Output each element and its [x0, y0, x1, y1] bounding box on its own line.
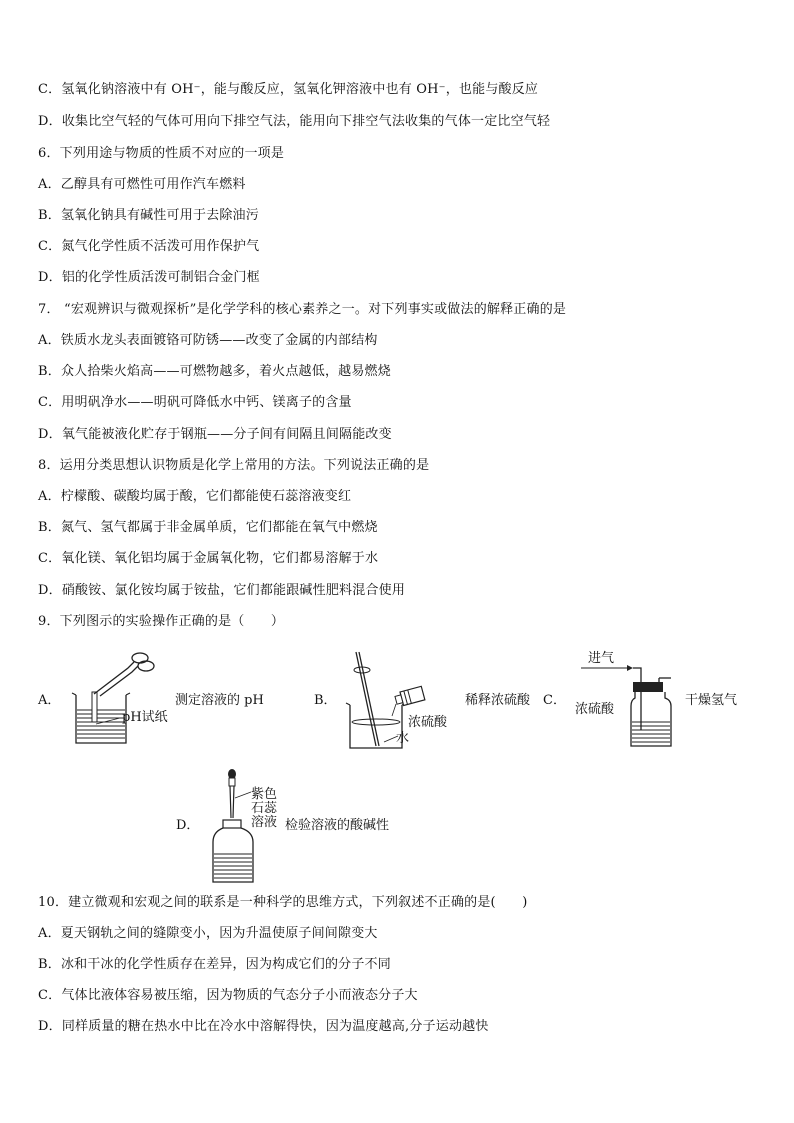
q9-c-letter: C．: [543, 693, 566, 708]
litmus-tag-3: 溶液: [251, 815, 278, 830]
q9-d-caption: 检验溶液的酸碱性: [285, 818, 390, 833]
ph-test-figure: [70, 650, 180, 750]
q8-option-d: D．硝酸铵、氯化铵均属于铵盐，它们都能跟碱性肥料混合使用: [38, 583, 406, 598]
q7-option-b: B．众人拾柴火焰高——可燃物越多，着火点越低，越易燃烧: [38, 364, 391, 379]
q10-option-c: C．气体比液体容易被压缩，因为物质的气态分子小而液态分子大: [38, 988, 418, 1003]
q7-option-c: C．用明矾净水——明矾可降低水中钙、镁离子的含量: [38, 395, 352, 410]
q6-option-b: B．氢氧化钠具有碱性可用于去除油污: [38, 208, 259, 223]
q10-option-d: D．同样质量的糖在热水中比在冷水中溶解得快，因为温度越高,分子运动越快: [38, 1019, 489, 1034]
q8-stem: 8．运用分类思想认识物质是化学上常用的方法。下列说法正确的是: [38, 458, 430, 473]
q9-d-letter: D．: [176, 818, 200, 833]
q7-stem: 7． “宏观辨识与微观探析”是化学学科的核心素养之一。对下列事实或做法的解释正确的是: [38, 302, 567, 317]
q8-option-b: B．氮气、氢气都属于非金属单质，它们都能在氧气中燃烧: [38, 520, 378, 535]
q9-b-caption: 稀释浓硫酸: [465, 693, 531, 708]
q6-option-a: A．乙醇具有可燃性可用作汽车燃料: [38, 177, 246, 192]
ph-paper-tag: pH试纸: [122, 710, 168, 725]
q8-option-c: C．氧化镁、氧化铝均属于金属氧化物，它们都易溶解于水: [38, 551, 379, 566]
q10-option-b: B．冰和干冰的化学性质存在差异，因为构成它们的分子不同: [38, 957, 391, 972]
litmus-tag-2: 石蕊: [251, 801, 278, 816]
gas-in-tag: 进气: [588, 651, 615, 666]
q9-a-caption: 测定溶液的 pH: [175, 693, 264, 708]
dilute-acid-figure: [340, 650, 430, 755]
q6-option-c: C．氮气化学性质不活泼可用作保护气: [38, 239, 260, 254]
q9-b-letter: B．: [314, 693, 337, 708]
conc-acid-tag: 浓硫酸: [575, 702, 615, 717]
q6-stem: 6．下列用途与物质的性质不对应的一项是: [38, 146, 285, 161]
water-tag: 水: [396, 731, 410, 746]
q9-a-letter: A．: [38, 693, 61, 708]
q5-option-d: D．收集比空气轻的气体可用向下排空气法，能用向下排空气法收集的气体一定比空气轻: [38, 114, 551, 129]
q10-stem: 10．建立微观和宏观之间的联系是一种科学的思维方式，下列叙述不正确的是( ): [38, 895, 528, 910]
q10-option-a: A．夏天钢轨之间的缝隙变小，因为升温使原子间间隙变大: [38, 926, 378, 941]
q7-option-d: D．氧气能被液化贮存于钢瓶——分子间有间隔且间隔能改变: [38, 427, 392, 442]
q9-c-caption: 干燥氢气: [685, 693, 738, 708]
q6-option-d: D．铝的化学性质活泼可制铝合金门框: [38, 270, 260, 285]
acid-tag: 浓硫酸: [408, 715, 448, 730]
litmus-tag-1: 紫色: [251, 787, 278, 802]
q7-option-a: A．铁质水龙头表面镀铬可防锈——改变了金属的内部结构: [38, 333, 378, 348]
q8-option-a: A．柠檬酸、碳酸均属于酸，它们都能使石蕊溶液变红: [38, 489, 352, 504]
q5-option-c: C．氢氧化钠溶液中有 OH⁻，能与酸反应，氢氧化钾溶液中也有 OH⁻，也能与酸反应: [38, 82, 539, 97]
q9-stem: 9．下列图示的实验操作正确的是（ ）: [38, 614, 285, 629]
